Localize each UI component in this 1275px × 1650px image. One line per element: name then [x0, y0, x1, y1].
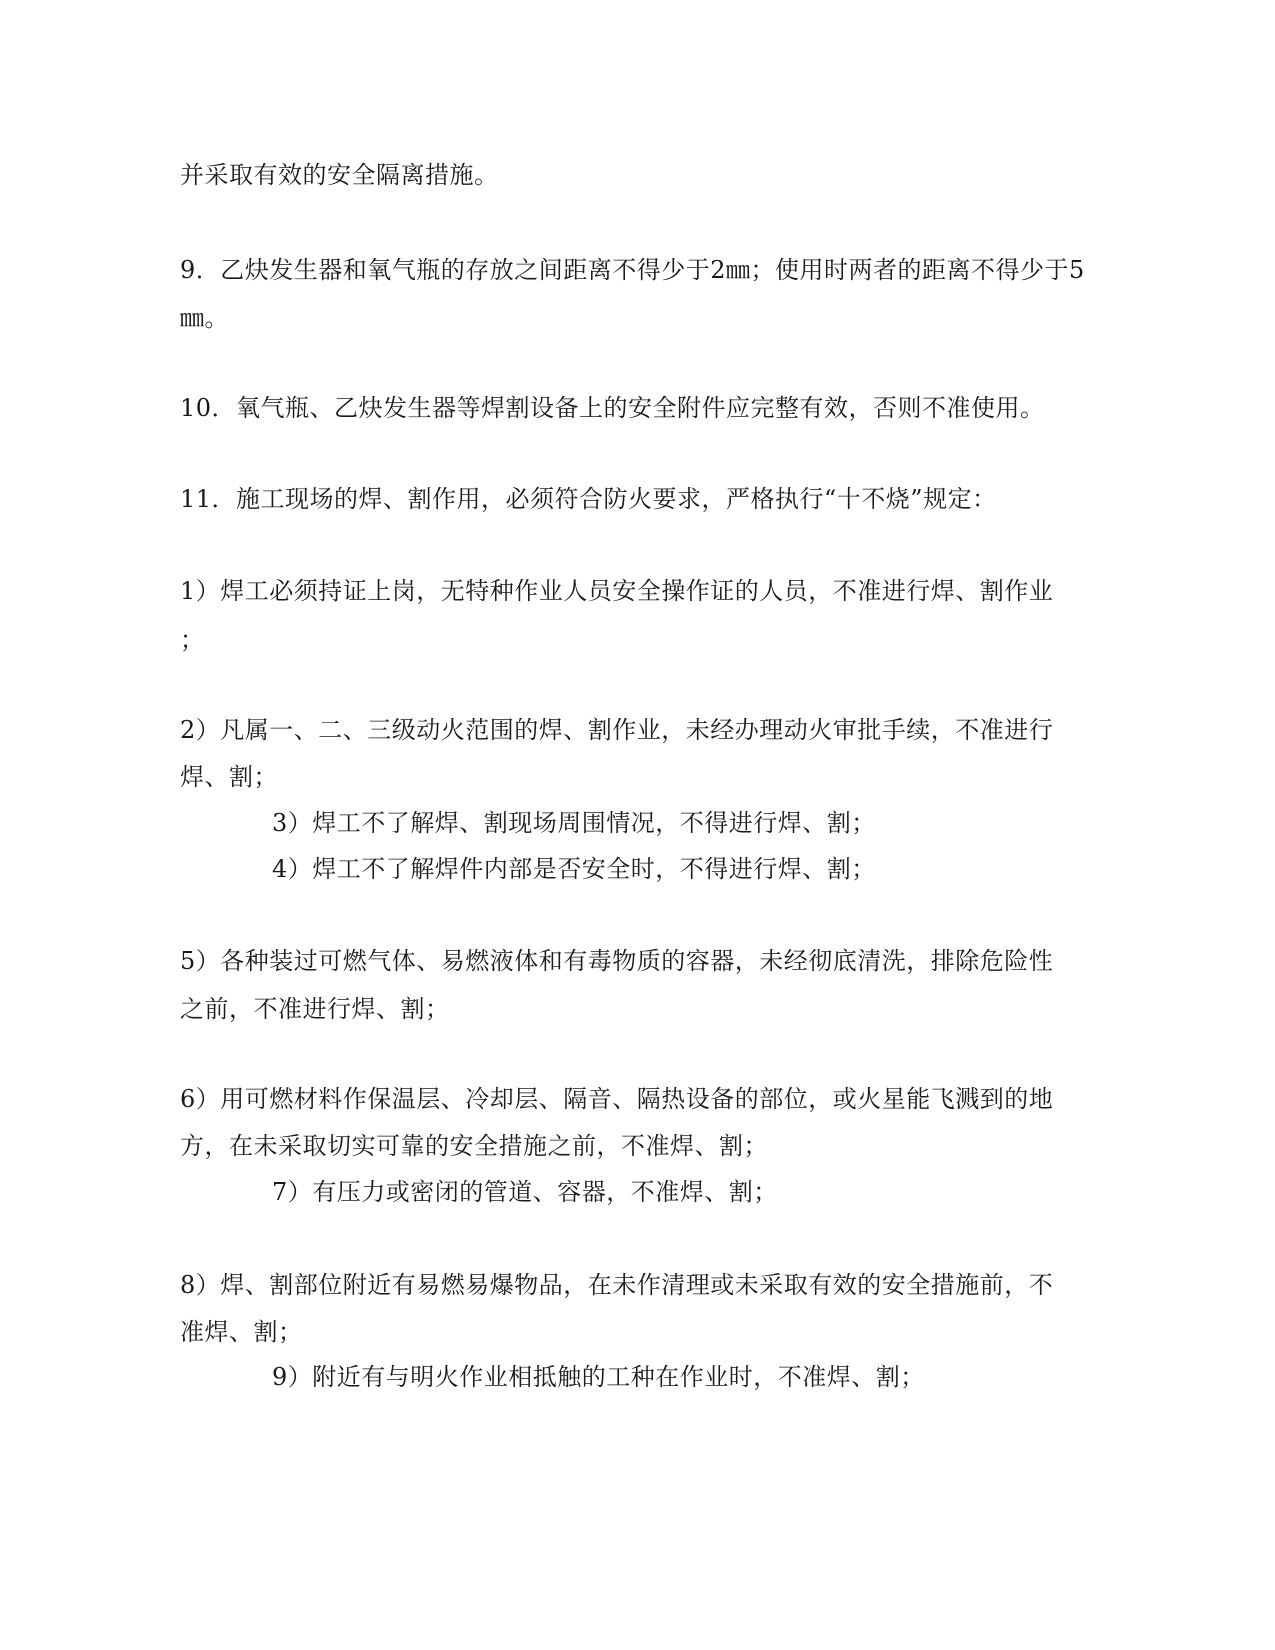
text-line: 4）焊工不了解焊件内部是否安全时，不得进行焊、割； — [272, 855, 876, 883]
text-line: 并采取有效的安全隔离措施。 — [180, 161, 499, 189]
text-line: 9．乙炔发生器和氧气瓶的存放之间距离不得少于2㎜；使用时两者的距离不得少于5 — [180, 256, 1085, 284]
text-line: 8）焊、割部位附近有易燃易爆物品，在未作清理或未采取有效的安全措施前，不 — [180, 1271, 1054, 1299]
text-line: ㎜。 — [180, 304, 229, 332]
text-line: 方，在未采取切实可靠的安全措施之前，不准焊、割； — [180, 1132, 768, 1160]
text-line: 2）凡属一、二、三级动火范围的焊、割作业，未经办理动火审批手续，不准进行 — [180, 716, 1054, 744]
text-line: 之前，不准进行焊、割； — [180, 995, 450, 1023]
text-line: ； — [180, 626, 205, 654]
text-line: 10．氧气瓶、乙炔发生器等焊割设备上的安全附件应完整有效，否则不准使用。 — [180, 394, 1045, 422]
text-line: 11．施工现场的焊、割作用，必须符合防火要求，严格执行“十不烧”规定： — [180, 485, 997, 513]
text-line: 焊、割； — [180, 763, 278, 791]
text-line: 5）各种装过可燃气体、易燃液体和有毒物质的容器，未经彻底清洗，排除危险性 — [180, 947, 1054, 975]
text-line: 6）用可燃材料作保温层、冷却层、隔音、隔热设备的部位，或火星能飞溅到的地 — [180, 1085, 1054, 1113]
text-line: 7）有压力或密闭的管道、容器，不准焊、割； — [272, 1178, 778, 1206]
text-line: 9）附近有与明火作业相抵触的工种在作业时，不准焊、割； — [272, 1363, 925, 1391]
text-line: 1）焊工必须持证上岗，无特种作业人员安全操作证的人员，不准进行焊、割作业 — [180, 577, 1054, 605]
text-line: 准焊、割； — [180, 1318, 303, 1346]
text-line: 3）焊工不了解焊、割现场周围情况，不得进行焊、割； — [272, 809, 876, 837]
